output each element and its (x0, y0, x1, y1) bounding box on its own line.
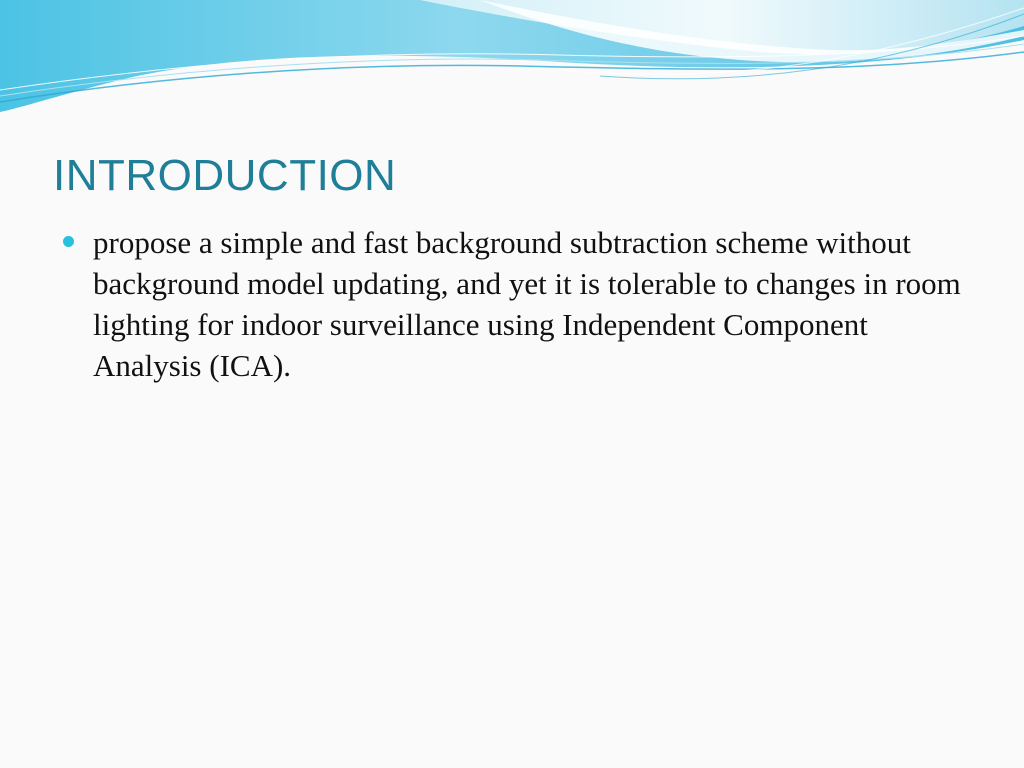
bullet-dot-icon (63, 236, 74, 247)
bullet-text: propose a simple and fast background subtraction scheme without background model updating, and yet it is tolerable to changes in room lighting for indoor surveillance using Independent Component Analysis (ICA). (93, 225, 961, 383)
bullet-item (60, 222, 980, 386)
bullet-list (60, 222, 980, 386)
header-wave-decoration (0, 0, 1024, 130)
slide-title: INTRODUCTION (53, 151, 397, 200)
